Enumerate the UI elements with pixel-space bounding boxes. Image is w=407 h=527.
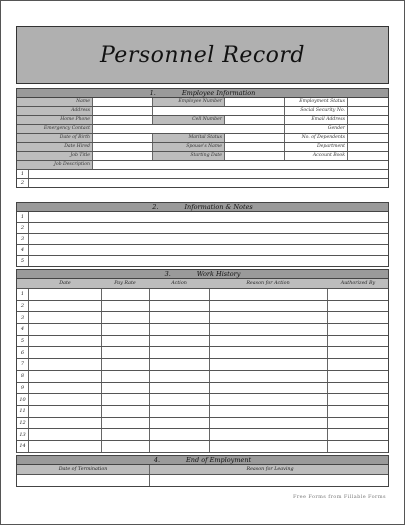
employee-row: Address Social Security No.	[17, 107, 388, 116]
table-cell[interactable]	[327, 359, 389, 370]
table-row	[17, 383, 388, 395]
table-cell[interactable]	[29, 406, 101, 417]
gender-field[interactable]	[347, 125, 389, 133]
row-number: 2	[17, 301, 29, 312]
row-number: 10	[17, 394, 29, 405]
column-header: Date	[59, 281, 71, 286]
row-number: 7	[17, 359, 29, 370]
table-cell[interactable]	[101, 418, 149, 429]
table-row	[17, 347, 388, 359]
column-header: Reason for Leaving	[149, 465, 390, 474]
emergency-contact-field[interactable]	[92, 125, 284, 133]
label-cell: Employment Status	[284, 98, 347, 106]
table-cell[interactable]	[149, 289, 209, 300]
employee-number-field[interactable]	[224, 98, 284, 106]
column-header: Reason for Action	[246, 281, 290, 286]
table-cell[interactable]	[327, 383, 389, 394]
job-description-field[interactable]	[92, 161, 389, 169]
row-number: 13	[17, 429, 29, 440]
end-data-row	[17, 475, 388, 486]
table-cell[interactable]	[209, 441, 327, 452]
table-cell[interactable]	[149, 312, 209, 323]
row-number: 5	[17, 336, 29, 347]
table-cell[interactable]	[29, 324, 101, 335]
table-cell[interactable]	[101, 394, 149, 405]
table-cell[interactable]	[209, 418, 327, 429]
spouse-name-field[interactable]	[224, 143, 284, 151]
row-number: 1	[17, 289, 29, 300]
table-cell[interactable]	[209, 359, 327, 370]
table-cell[interactable]	[29, 301, 101, 312]
table-row	[17, 336, 388, 348]
table-cell[interactable]	[209, 371, 327, 382]
row-number: 4	[17, 324, 29, 335]
table-cell[interactable]	[29, 371, 101, 382]
table-cell[interactable]	[29, 441, 101, 452]
table-cell[interactable]	[327, 429, 389, 440]
table-cell[interactable]	[101, 324, 149, 335]
starting-date-field[interactable]	[224, 152, 284, 160]
note-field[interactable]	[29, 234, 388, 244]
section-header-end	[16, 455, 389, 465]
table-cell[interactable]	[149, 406, 209, 417]
section-number: 3.	[164, 270, 171, 278]
label-cell: Employee Number	[152, 98, 224, 106]
table-cell[interactable]	[101, 406, 149, 417]
section-title: Employee Information	[181, 89, 256, 97]
table-cell[interactable]	[209, 347, 327, 358]
table-cell[interactable]	[327, 336, 389, 347]
table-cell[interactable]	[29, 394, 101, 405]
job-description-line: 1	[17, 170, 388, 179]
table-cell[interactable]	[209, 406, 327, 417]
table-row	[17, 324, 388, 336]
table-row	[17, 418, 388, 430]
table-cell[interactable]	[327, 418, 389, 429]
work-history-grid	[16, 279, 389, 453]
table-cell[interactable]	[101, 312, 149, 323]
termination-date-field[interactable]	[17, 475, 149, 486]
section-header-work-history	[16, 269, 389, 279]
employee-row: Date of Birth Marital Status No. of Dependents	[17, 134, 388, 143]
section-header-notes	[16, 202, 389, 212]
column-header: Action	[171, 281, 187, 286]
table-cell[interactable]	[29, 359, 101, 370]
end-of-employment-grid	[16, 465, 389, 487]
table-row	[17, 371, 388, 383]
row-number: 6	[17, 347, 29, 358]
ssn-field[interactable]	[347, 107, 389, 115]
department-field[interactable]	[347, 143, 389, 151]
label-cell: Name	[17, 98, 92, 106]
table-cell[interactable]	[149, 336, 209, 347]
table-cell[interactable]	[101, 336, 149, 347]
table-cell[interactable]	[209, 312, 327, 323]
note-field[interactable]	[29, 245, 388, 255]
table-cell[interactable]	[29, 383, 101, 394]
table-cell[interactable]	[101, 383, 149, 394]
table-cell[interactable]	[149, 383, 209, 394]
column-header: Pay Rate	[114, 281, 136, 286]
footer-text: Free Forms from Fillable Forms	[293, 494, 386, 500]
table-cell[interactable]	[29, 347, 101, 358]
row-number: 11	[17, 406, 29, 417]
table-row	[17, 312, 388, 324]
table-cell[interactable]	[149, 301, 209, 312]
account-book-field[interactable]	[347, 152, 389, 160]
section-number: 2.	[152, 203, 159, 211]
employee-row: Home Phone Cell Number Email Address	[17, 116, 388, 125]
date-hired-field[interactable]	[92, 143, 152, 151]
table-cell[interactable]	[149, 429, 209, 440]
note-field[interactable]	[29, 256, 388, 266]
notes-grid	[16, 212, 389, 267]
column-header: Date of Termination	[58, 467, 108, 472]
table-cell[interactable]	[209, 383, 327, 394]
table-cell[interactable]	[101, 301, 149, 312]
section-number: 4.	[153, 456, 161, 464]
table-cell[interactable]	[101, 371, 149, 382]
employee-row: Job Description	[17, 161, 388, 170]
job-description-line: 2	[17, 179, 388, 188]
table-cell[interactable]	[29, 429, 101, 440]
note-row: 5	[17, 256, 388, 267]
email-field[interactable]	[347, 116, 389, 124]
home-phone-field[interactable]	[92, 116, 152, 124]
table-row	[17, 441, 388, 453]
table-cell[interactable]	[327, 289, 389, 300]
note-field[interactable]	[29, 212, 388, 222]
work-history-rows	[17, 289, 388, 453]
employee-row: Date Hired Spouse's Name Department	[17, 143, 388, 152]
note-row: 3	[17, 234, 388, 245]
table-cell[interactable]	[327, 312, 389, 323]
table-cell[interactable]	[327, 324, 389, 335]
section-title: Information & Notes	[184, 203, 253, 211]
table-cell[interactable]	[149, 324, 209, 335]
title-banner	[16, 26, 389, 84]
note-row: 4	[17, 245, 388, 256]
table-cell[interactable]	[209, 394, 327, 405]
marital-status-field[interactable]	[224, 134, 284, 142]
section-title: Work History	[196, 270, 241, 278]
table-row	[17, 406, 388, 418]
table-cell[interactable]	[101, 289, 149, 300]
table-row	[17, 359, 388, 371]
section-number: 1.	[149, 89, 156, 97]
table-cell[interactable]	[149, 347, 209, 358]
row-number: 9	[17, 383, 29, 394]
table-cell[interactable]	[327, 347, 389, 358]
table-cell[interactable]	[327, 441, 389, 452]
note-row: 2	[17, 223, 388, 234]
row-number: 3	[17, 312, 29, 323]
table-cell[interactable]	[327, 301, 389, 312]
employee-row	[17, 98, 388, 107]
job-description-line-field[interactable]	[29, 179, 389, 187]
table-cell[interactable]	[209, 429, 327, 440]
table-cell[interactable]	[209, 289, 327, 300]
table-cell[interactable]	[101, 347, 149, 358]
row-number: 14	[17, 441, 29, 452]
table-row	[17, 289, 388, 301]
column-header: Authorized By	[340, 281, 376, 286]
employee-row: Emergency Contact Gender	[17, 125, 388, 134]
table-cell[interactable]	[149, 441, 209, 452]
table-row	[17, 429, 388, 441]
table-cell[interactable]	[29, 418, 101, 429]
table-cell[interactable]	[149, 394, 209, 405]
page-title: Personnel Record	[99, 42, 306, 68]
note-row: 1	[17, 212, 388, 223]
address-field[interactable]	[92, 107, 152, 115]
table-cell[interactable]	[209, 324, 327, 335]
table-cell[interactable]	[209, 336, 327, 347]
table-cell[interactable]	[327, 406, 389, 417]
table-cell[interactable]	[327, 371, 389, 382]
section-header-employee-info	[16, 88, 389, 98]
table-cell[interactable]	[149, 371, 209, 382]
table-cell[interactable]	[149, 418, 209, 429]
employee-info-grid	[16, 98, 389, 188]
table-row	[17, 394, 388, 406]
table-cell[interactable]	[209, 301, 327, 312]
table-cell[interactable]	[29, 312, 101, 323]
reason-for-leaving-field[interactable]	[149, 475, 389, 486]
dob-field[interactable]	[92, 134, 152, 142]
table-row	[17, 301, 388, 313]
employee-row: Job Title Starting Date Account Book	[17, 152, 388, 161]
end-header-row	[17, 465, 388, 475]
row-number: 8	[17, 371, 29, 382]
table-cell[interactable]	[101, 429, 149, 440]
name-field[interactable]	[92, 98, 152, 106]
table-cell[interactable]	[327, 394, 389, 405]
employment-status-field[interactable]	[347, 98, 389, 106]
table-cell[interactable]	[101, 441, 149, 452]
note-field[interactable]	[29, 223, 388, 233]
dependents-field[interactable]	[347, 134, 389, 142]
table-cell[interactable]	[149, 359, 209, 370]
cell-number-field[interactable]	[224, 116, 284, 124]
section-title: End of Employment	[186, 456, 252, 464]
job-description-line-field[interactable]	[29, 170, 389, 178]
job-title-field[interactable]	[92, 152, 152, 160]
work-history-header-row	[17, 279, 388, 289]
table-cell[interactable]	[29, 336, 101, 347]
table-cell[interactable]	[29, 289, 101, 300]
row-number: 12	[17, 418, 29, 429]
table-cell[interactable]	[101, 359, 149, 370]
